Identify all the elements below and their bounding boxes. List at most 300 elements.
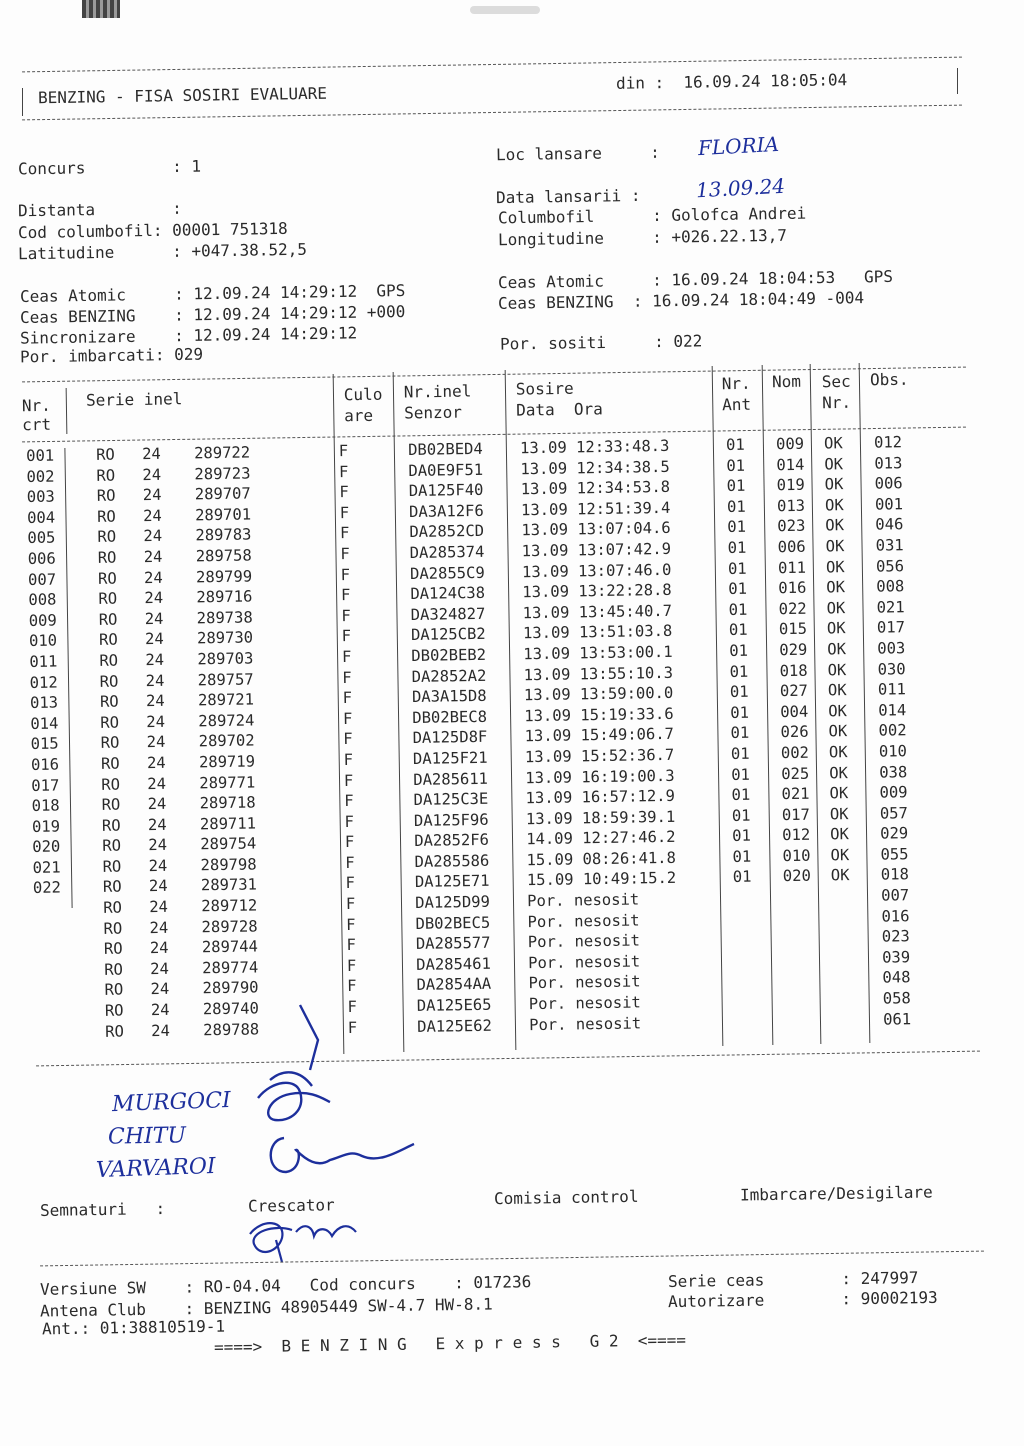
cell-crt: 011 (29, 652, 58, 671)
header-nr-inel-line1: Nr.inel (403, 381, 472, 402)
cell-nom: 023 (777, 517, 806, 536)
cell-tara: RO (97, 548, 117, 567)
cell-nr: 289790 (202, 978, 259, 998)
cell-an: 24 (145, 691, 165, 711)
cell-crt: 013 (29, 693, 59, 713)
cell-senzor: DA125E71 (414, 872, 490, 892)
cell-nr: 289783 (195, 525, 252, 545)
cell-an: 24 (143, 547, 163, 567)
cell-tara: RO (105, 1022, 125, 1041)
cell-an: 24 (147, 794, 167, 814)
cell-obs: 017 (876, 618, 906, 637)
cell-sosire: 13.09 18:59:39.1 (525, 807, 676, 828)
cell-sex: F (347, 1018, 358, 1037)
cell-tara: RO (99, 672, 119, 691)
versiune-cod-concurs: Versiune SW : RO-04.04 Cod concurs : 017236 (39, 1272, 532, 1299)
cell-senzor: DA125F96 (413, 810, 489, 830)
cell-sex: F (343, 730, 353, 749)
header-serie-inel: Serie inel (85, 389, 183, 410)
por-sositi-field: Por. sositi : 022 (499, 331, 703, 354)
signature-crescator (250, 1223, 356, 1262)
cell-sec: OK (830, 825, 850, 844)
cell-sec: OK (828, 743, 848, 762)
cell-crt: 021 (32, 858, 61, 877)
cell-an: 24 (146, 753, 166, 773)
loc-lansare-label: Loc lansare : (495, 142, 660, 165)
cell-sosire: 13.09 13:59:00.0 (523, 683, 674, 705)
concurs-field: Concurs : 1 (17, 156, 202, 179)
cell-tara: RO (96, 507, 116, 526)
cell-obs: 012 (873, 433, 903, 452)
cell-crt: 009 (28, 611, 57, 630)
cell-sosire: Por. nesosit (528, 972, 641, 993)
cell-crt: 003 (26, 487, 55, 507)
cell-obs: 039 (881, 948, 911, 967)
cell-tara: RO (98, 589, 118, 609)
cell-sosire: 14.09 12:27:46.2 (526, 828, 676, 849)
cell-ant: 01 (729, 662, 749, 681)
cell-tara: RO (97, 527, 117, 547)
cell-nom: 013 (776, 496, 806, 515)
cell-crt: 020 (32, 837, 61, 857)
cell-sex: F (342, 689, 353, 708)
cell-crt: 004 (26, 508, 56, 527)
cell-sec: OK (830, 866, 850, 885)
columbofil-field: Columbofil : Golofca Andrei (497, 203, 807, 228)
cell-sex: F (347, 977, 357, 996)
cell-sex: F (341, 647, 352, 666)
cell-sosire: 13.09 13:51:03.8 (522, 622, 673, 643)
header-obs: Obs. (869, 369, 909, 390)
cell-nom: 016 (778, 578, 807, 598)
cell-nom: 029 (779, 640, 808, 660)
cell-sosire: Por. nesosit (528, 993, 641, 1014)
data-lansarii-label: Data lansarii : (495, 185, 641, 208)
cell-an: 24 (144, 630, 164, 649)
cell-tara: RO (103, 898, 123, 917)
cell-sex: F (345, 853, 355, 872)
cell-ant: 01 (726, 497, 746, 516)
cell-obs: 057 (879, 803, 909, 823)
cell-tara: RO (102, 836, 122, 856)
cell-tara: RO (99, 692, 119, 711)
cell-sec: OK (827, 660, 847, 679)
cell-nr: 289740 (202, 999, 260, 1019)
cell-tara: RO (96, 486, 116, 506)
cell-nr: 289702 (198, 731, 255, 751)
cell-senzor: DA2852A2 (411, 666, 487, 686)
cell-ant: 01 (731, 785, 751, 805)
cell-senzor: DA125CB2 (410, 625, 486, 645)
cell-obs: 007 (881, 886, 910, 905)
cell-an: 24 (147, 815, 167, 834)
cell-obs: 010 (878, 742, 908, 761)
cell-senzor: DB02BEB2 (411, 645, 487, 665)
cell-sosire: 15.09 08:26:41.8 (526, 848, 677, 870)
cell-sex: F (341, 627, 352, 646)
cell-senzor: DA2854AA (416, 975, 492, 995)
cell-obs: 046 (875, 515, 904, 535)
cell-sex: F (338, 462, 349, 481)
cell-sex: F (346, 956, 357, 975)
cell-nom: 002 (780, 743, 810, 763)
cell-obs: 013 (874, 453, 903, 473)
cell-tara: RO (96, 445, 115, 464)
signature-scribble-2 (271, 1138, 414, 1172)
cell-an: 24 (144, 609, 164, 628)
cell-an: 24 (145, 671, 165, 690)
cell-sex: F (339, 503, 350, 522)
cell-tara: RO (103, 919, 123, 938)
cell-sosire: 13.09 15:19:33.6 (524, 704, 674, 725)
cell-sosire: Por. nesosit (527, 911, 640, 931)
cell-tara: RO (104, 960, 124, 979)
latitudine-field: Latitudine : +047.38.52,5 (17, 239, 308, 264)
cell-sosire: Por. nesosit (528, 952, 641, 973)
cell-an: 24 (149, 939, 169, 958)
cell-obs: 061 (882, 1009, 912, 1029)
cell-tara: RO (98, 610, 118, 629)
imbarcare-label: Imbarcare/Desigilare (739, 1182, 933, 1205)
cell-sec: OK (825, 557, 845, 577)
cell-crt: 014 (30, 714, 59, 733)
cell-sosire: 13.09 12:51:39.4 (520, 498, 671, 520)
cell-obs: 058 (882, 989, 911, 1008)
cell-nr: 289744 (201, 937, 259, 957)
cell-sec: OK (830, 845, 850, 865)
cell-sosire: 13.09 12:33:48.3 (519, 436, 670, 458)
cell-nr: 289722 (193, 443, 251, 463)
cell-sec: OK (826, 578, 846, 597)
cell-sosire: Por. nesosit (529, 1014, 642, 1034)
semnaturi-label: Semnaturi : (39, 1199, 166, 1220)
benzing-express-banner: ====> B E N Z I N G E x p r e s s G 2 <==== (213, 1330, 687, 1357)
cell-senzor: DA125C3E (413, 789, 489, 810)
cell-obs: 031 (875, 536, 904, 555)
header-nr-inel-line2: Senzor (404, 402, 463, 423)
cell-ant: 01 (732, 847, 752, 866)
cell-crt: 010 (28, 631, 58, 651)
cell-senzor: DA324827 (410, 604, 486, 624)
cell-sec: OK (823, 434, 843, 453)
cell-nom: 010 (782, 846, 811, 866)
cell-an: 24 (147, 774, 167, 793)
cell-obs: 030 (877, 659, 906, 679)
loc-lansare-handwritten: FLORIA (697, 131, 780, 161)
cell-senzor: DA125E62 (417, 1016, 492, 1036)
cell-an: 24 (150, 980, 170, 999)
cell-sec: OK (825, 516, 845, 535)
cell-nr: 289703 (197, 649, 254, 669)
cell-an: 24 (148, 877, 168, 896)
cell-obs: 009 (879, 783, 908, 802)
cell-nr: 289799 (195, 567, 253, 586)
cell-senzor: DA125D8F (412, 728, 488, 748)
cell-crt: 008 (28, 590, 57, 610)
cell-senzor: DA285577 (415, 934, 491, 954)
cell-sec: OK (826, 598, 846, 618)
header-nr-crt-line1: Nr. (21, 395, 51, 416)
cell-senzor: DB02BEC8 (412, 707, 488, 727)
cell-nom: 021 (781, 784, 810, 804)
cell-an: 24 (143, 568, 163, 587)
cell-sex: F (343, 771, 354, 790)
cell-tara: RO (103, 939, 123, 959)
cell-tara: RO (98, 630, 118, 650)
header-nr-ant-line2: Ant (722, 394, 752, 415)
cell-senzor: DB02BED4 (407, 439, 483, 459)
cell-sec: OK (829, 763, 849, 782)
cell-ant: 01 (732, 826, 752, 846)
cell-sosire: 13.09 16:57:12.9 (525, 786, 676, 808)
cell-tara: RO (102, 878, 122, 897)
cell-sex: F (340, 565, 351, 584)
cell-sex: F (340, 544, 350, 564)
cell-ant: 01 (728, 600, 748, 619)
cell-nom: 026 (780, 723, 809, 742)
cell-nr: 289723 (194, 464, 251, 483)
cell-crt: 015 (30, 734, 59, 754)
cell-ant: 01 (730, 723, 750, 743)
cell-sosire: Por. nesosit (527, 890, 640, 911)
cell-sosire: 13.09 15:52:36.7 (524, 745, 675, 767)
cell-tara: RO (97, 569, 117, 588)
cell-crt: 018 (31, 796, 60, 816)
cell-nr: 289712 (201, 896, 258, 916)
cell-sosire: 13.09 13:53:00.1 (523, 642, 673, 664)
longitudine-field: Longitudine : +026.22.13,7 (497, 225, 788, 250)
cell-an: 24 (148, 836, 168, 855)
cell-nom: 019 (776, 475, 805, 495)
cell-tara: RO (99, 651, 119, 670)
cell-sosire: 13.09 13:45:40.7 (522, 601, 673, 622)
cell-nr: 289719 (198, 752, 256, 772)
signature-scribble-1 (258, 1005, 330, 1120)
cell-crt: 006 (27, 549, 56, 568)
cell-an: 24 (149, 918, 169, 937)
cell-an: 24 (146, 733, 166, 752)
cell-obs: 021 (876, 597, 905, 617)
cell-an: 24 (151, 1021, 171, 1040)
cell-sec: OK (825, 537, 845, 556)
cell-ant: 01 (727, 559, 747, 578)
cell-an: 24 (146, 712, 166, 731)
cell-sosire: 13.09 16:19:00.3 (525, 766, 675, 787)
cell-obs: 002 (878, 721, 907, 740)
cell-an: 24 (142, 506, 162, 525)
cell-obs: 038 (879, 762, 908, 782)
print-date-label: din : (615, 73, 665, 93)
data-lansarii-handwritten: 13.09.24 (695, 173, 786, 203)
cell-nom: 020 (782, 867, 811, 886)
cell-nom: 015 (778, 620, 808, 639)
cell-sex: F (342, 668, 352, 687)
handwritten-name-1: MURGOCI (111, 1087, 232, 1118)
ceas-atomic-start-field: Ceas Atomic : 12.09.24 14:29:12 GPS (19, 280, 406, 307)
handwritten-name-3: VARVAROI (95, 1153, 217, 1184)
cell-nr: 289724 (198, 711, 255, 731)
cell-ant: 01 (730, 744, 750, 763)
cell-crt: 012 (29, 673, 58, 692)
cell-nr: 289721 (197, 690, 255, 710)
cell-nr: 289711 (199, 814, 257, 834)
cell-tara: RO (101, 816, 121, 835)
header-nr-ant-line1: Nr. (721, 373, 751, 394)
cell-ant: 01 (730, 703, 750, 722)
cell-sosire: 13.09 15:49:06.7 (524, 725, 675, 746)
cell-ant: 01 (726, 476, 746, 496)
cell-obs: 006 (874, 474, 903, 493)
cell-senzor: DA285611 (413, 769, 489, 789)
cell-nom: 006 (777, 537, 806, 557)
header-sec-line2: Nr. (822, 392, 852, 413)
cell-obs: 003 (877, 639, 906, 658)
cell-senzor: DA285461 (416, 954, 491, 974)
cell-sec: OK (824, 495, 844, 515)
cell-senzor: DB02BEC5 (415, 913, 491, 933)
cell-sex: F (347, 997, 357, 1017)
header-culoare-line2: are (344, 405, 374, 426)
cell-sec: OK (829, 804, 849, 824)
cell-senzor: DA285374 (409, 542, 485, 562)
cell-sosire: 13.09 13:07:42.9 (521, 539, 672, 561)
cell-an: 24 (149, 897, 169, 917)
document-title: BENZING - FISA SOSIRI EVALUARE (37, 83, 328, 108)
cell-sex: F (344, 791, 354, 811)
cell-nom: 014 (776, 455, 805, 474)
cell-obs: 001 (874, 495, 904, 514)
header-nom: Nom (771, 371, 802, 392)
cell-sosire: 13.09 13:07:04.6 (521, 519, 671, 540)
cell-crt: 016 (30, 755, 60, 774)
cell-senzor: DA3A15D8 (411, 686, 487, 707)
cell-crt: 001 (26, 446, 55, 465)
cell-nom: 009 (775, 434, 805, 454)
cell-sec: OK (828, 701, 848, 721)
cell-sosire: 15.09 10:49:15.2 (526, 869, 677, 890)
cell-an: 24 (142, 444, 161, 464)
cell-obs: 018 (880, 865, 909, 885)
cod-columbofil-field: Cod columbofil: 00001 751318 (17, 218, 288, 243)
header-culoare-line1: Culo (343, 384, 383, 405)
ceas-benzing-end-field: Ceas BENZING : 16.09.24 18:04:49 -004 (497, 288, 865, 313)
cell-tara: RO (100, 713, 120, 732)
cell-sex: F (344, 833, 355, 852)
cell-obs: 048 (882, 968, 911, 988)
cell-ant: 01 (725, 435, 745, 455)
cell-nr: 289701 (194, 505, 252, 525)
cell-sec: OK (826, 619, 846, 638)
cell-an: 24 (150, 1000, 170, 1020)
cell-obs: 056 (875, 556, 905, 576)
cell-tara: RO (101, 795, 121, 814)
cell-sex: F (340, 586, 351, 605)
cell-sosire: 13.09 12:34:53.8 (520, 478, 671, 499)
cell-tara: RO (102, 857, 122, 876)
cell-sec: OK (827, 681, 847, 700)
cell-crt: 005 (27, 528, 56, 548)
cell-sec: OK (827, 640, 847, 659)
cell-an: 24 (143, 527, 163, 546)
cell-sex: F (345, 894, 356, 914)
cell-nr: 289738 (196, 608, 253, 628)
cell-an: 24 (148, 856, 168, 875)
cell-nom: 017 (781, 805, 811, 824)
cell-nom: 027 (779, 681, 809, 701)
cell-sex: F (339, 483, 349, 502)
cell-nr: 289757 (197, 669, 254, 689)
sincronizare-field: Sincronizare : 12.09.24 14:29:12 (19, 323, 358, 348)
cell-obs: 011 (877, 680, 907, 699)
cell-nr: 289718 (199, 793, 256, 813)
header-sosire-line2: Data Ora (516, 399, 604, 420)
cell-obs: 008 (876, 577, 905, 596)
cell-sex: F (343, 750, 354, 769)
cell-crt: 019 (31, 817, 61, 836)
antena-club: Antena Club : BENZING 48905449 SW-4.7 HW-8.1 (39, 1294, 493, 1321)
cell-sex: F (345, 874, 356, 893)
header-sec-line1: Sec (821, 371, 851, 392)
cell-nr: 289730 (196, 628, 254, 648)
cell-nr: 289771 (199, 772, 256, 792)
autorizare: Autorizare : 90002193 (667, 1287, 938, 1312)
cell-ant: 01 (726, 456, 746, 475)
cell-ant: 01 (728, 579, 748, 599)
cell-nom: 018 (779, 661, 808, 680)
cell-sosire: 13.09 13:22:28.8 (522, 581, 672, 602)
cell-sec: OK (829, 784, 849, 803)
cell-nom: 022 (778, 599, 807, 618)
cell-obs: 016 (881, 906, 910, 926)
ceas-atomic-end-field: Ceas Atomic : 16.09.24 18:04:53 GPS (497, 266, 894, 293)
cell-crt: 017 (31, 776, 60, 795)
cell-sex: F (339, 524, 350, 543)
cell-tara: RO (100, 733, 120, 753)
ant-id: Ant.: 01:38810519-1 (41, 1316, 226, 1339)
cell-ant: 01 (731, 765, 751, 784)
cell-an: 24 (142, 465, 162, 484)
cell-nr: 289731 (200, 875, 258, 895)
crescator-label: Crescator (247, 1195, 335, 1216)
cell-crt: 007 (27, 570, 57, 589)
cell-obs: 014 (878, 700, 907, 720)
cell-ant: 01 (727, 538, 747, 557)
cell-ant: 01 (732, 868, 752, 887)
cell-obs: 029 (880, 824, 909, 843)
cell-nom: 012 (782, 826, 811, 845)
cell-ant: 01 (729, 641, 749, 660)
cell-sec: OK (824, 475, 844, 494)
cell-sosire: 13.09 13:07:46.0 (521, 560, 672, 581)
cell-an: 24 (144, 589, 164, 608)
cell-sex: F (341, 606, 351, 625)
cell-senzor: DA125E65 (416, 995, 492, 1015)
cell-ant: 01 (728, 621, 748, 640)
cell-sex: F (344, 812, 355, 831)
cell-nr: 289716 (196, 587, 253, 607)
cell-senzor: DA0E9F51 (408, 460, 484, 480)
cell-obs: 055 (880, 845, 909, 864)
cell-senzor: DA124C38 (410, 583, 486, 604)
cell-sec: OK (828, 722, 848, 741)
ceas-benzing-start-field: Ceas BENZING : 12.09.24 14:29:12 +000 (19, 301, 406, 328)
cell-crt: 022 (32, 878, 62, 898)
cell-tara: RO (104, 1001, 124, 1020)
cell-sosire: 13.09 13:55:10.3 (523, 663, 674, 684)
cell-sex: F (346, 915, 356, 934)
cell-sex: F (338, 441, 349, 461)
handwritten-name-2: CHITU (107, 1123, 187, 1150)
